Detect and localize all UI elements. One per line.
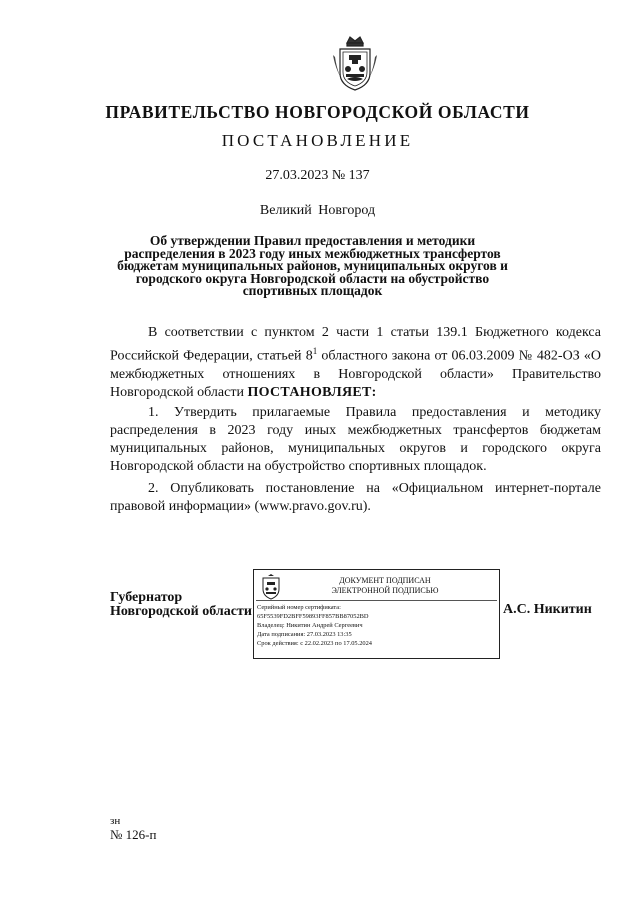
preamble-text-b: областного закона от 06.03.2009 № 482-ОЗ «О межбюджетных отношениях в Новгородской области» Правительство Новгородской области: [110, 348, 601, 400]
coat-of-arms-emblem: [330, 33, 380, 93]
registration-number: № 126-п: [110, 827, 157, 842]
date-and-number: 27.03.2023 № 137: [265, 168, 370, 183]
decree-keyword: ПОСТАНОВЛЯЕТ:: [247, 384, 377, 400]
serial-label: Серийный номер сертификата:: [257, 604, 341, 611]
certificate-validity: Срок действия: с 22.02.2023 по 17.05.2024: [257, 639, 373, 647]
executor-initials: зн: [110, 815, 121, 827]
stamp-emblem-icon: [260, 574, 282, 600]
signatory-position: [110, 591, 252, 619]
certificate-details: [257, 604, 372, 649]
document-subject: Об утверждении Правил предоставления и методики распределения в 2023 году иных межбюджетных трансфертов бюджетам муниципальных районов, муниципальных округов и городского округа Новгородской области на обустройство спортивных площадок: [117, 233, 508, 298]
government-title: ПРАВИТЕЛЬСТВО НОВГОРОДСКОЙ ОБЛАСТИ: [105, 102, 530, 122]
stamp-title-line-1: ДОКУМЕНТ ПОДПИСАН: [339, 576, 431, 585]
document-type: ПОСТАНОВЛЕНИЕ: [221, 131, 414, 150]
document-footer: [110, 815, 156, 841]
electronic-signature-stamp: [253, 569, 500, 659]
position-line-2: Новгородской области: [110, 604, 252, 619]
certificate-owner: Владелец: Никитин Андрей Сергеевич: [257, 621, 363, 629]
stamp-header: [290, 576, 480, 596]
preamble-paragraph: [110, 324, 601, 402]
article-superscript: 1: [312, 346, 318, 356]
position-line-1: Губернатор: [110, 590, 183, 605]
serial-number: 65F5539FD2BFF59893FF857BB87052BD: [257, 612, 369, 620]
preamble-text-a: В соответствии с пунктом 2 части 1 статьи 139.1 Бюджетного кодекса Российской Федерации, статьей 8: [110, 325, 601, 364]
signing-date: Дата подписания: 27.03.2023 13:35: [257, 630, 352, 638]
item-2-paragraph: 2. Опубликовать постановление на «Официальном интернет-портале правовой информации» (www.pravo.gov.ru).: [110, 481, 601, 514]
item-1-paragraph: 1. Утвердить прилагаемые Правила предоставления и методику распределения в 2023 году иных межбюджетных трансфертов бюджетам муниципальных районов, муниципальных округов и городского округа Новгородской области на обустройство спортивных площадок.: [110, 405, 601, 474]
signatory-name: А.С. Никитин: [503, 602, 592, 617]
city: Великий Новгород: [259, 203, 376, 218]
stamp-divider: [256, 600, 497, 601]
stamp-title-line-2: ЭЛЕКТРОННОЙ ПОДПИСЬЮ: [331, 586, 439, 595]
